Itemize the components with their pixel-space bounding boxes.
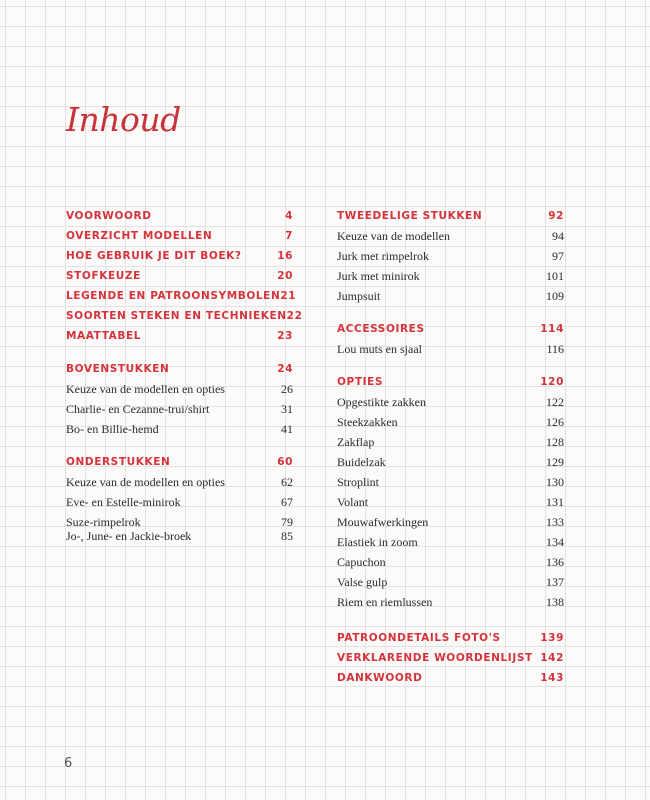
toc-entry[interactable] xyxy=(66,529,293,543)
toc-entry-label: Steekzakken xyxy=(337,415,398,429)
toc-page-number: 41 xyxy=(281,422,293,436)
toc-page-number: 122 xyxy=(546,395,564,409)
toc-entry-label: Stroplint xyxy=(337,475,380,489)
toc-entry[interactable] xyxy=(337,266,564,286)
toc-heading[interactable] xyxy=(337,668,564,688)
toc-page-number: 4 xyxy=(285,210,293,222)
toc-entry[interactable] xyxy=(66,399,293,419)
toc-page-number: 126 xyxy=(546,415,564,429)
section-spacer xyxy=(337,306,564,319)
toc-entry-label: Zakflap xyxy=(337,435,375,449)
toc-page-number: 85 xyxy=(281,529,293,543)
toc-heading-label: HOE GEBRUIK JE DIT BOEK? xyxy=(66,250,242,262)
toc-page-number: 130 xyxy=(546,475,564,489)
toc-entry-label: Elastiek in zoom xyxy=(337,535,418,549)
page-title: Inhoud xyxy=(66,100,181,139)
toc-heading[interactable] xyxy=(66,266,293,286)
toc-section-heading-tweedelige[interactable] xyxy=(337,206,564,226)
toc-section-heading-onderstukken[interactable] xyxy=(66,452,293,472)
toc-page-number: 97 xyxy=(552,249,564,263)
toc-entry-label: Valse gulp xyxy=(337,575,388,589)
toc-page-number: 62 xyxy=(281,475,293,489)
toc-entry[interactable] xyxy=(337,412,564,432)
toc-entry-label: Jurk met rimpelrok xyxy=(337,249,429,263)
toc-heading[interactable] xyxy=(337,648,564,668)
toc-heading-label: OVERZICHT MODELLEN xyxy=(66,230,213,242)
section-spacer xyxy=(66,439,293,452)
toc-entry-label: Opgestikte zakken xyxy=(337,395,426,409)
toc-entry-label: Jurk met minirok xyxy=(337,269,420,283)
toc-page-number: 22 xyxy=(286,310,303,322)
toc-entry-label: Jo-, June- en Jackie-broek xyxy=(66,529,192,543)
toc-left-column xyxy=(66,206,303,543)
toc-heading[interactable] xyxy=(66,226,293,246)
toc-entry-label: Lou muts en sjaal xyxy=(337,342,422,356)
toc-entry-label: Eve- en Estelle-minirok xyxy=(66,495,181,509)
toc-entry[interactable] xyxy=(337,432,564,452)
toc-page-number: 143 xyxy=(540,672,564,684)
toc-right-column xyxy=(337,206,564,688)
toc-heading-label: TWEEDELIGE STUKKEN xyxy=(337,210,483,222)
toc-entry-label: Mouwafwerkingen xyxy=(337,515,429,529)
toc-page-number: 79 xyxy=(281,515,293,529)
toc-entry[interactable] xyxy=(337,552,564,572)
toc-page-number: 114 xyxy=(540,323,564,335)
toc-page-number: 139 xyxy=(540,632,564,644)
toc-heading[interactable] xyxy=(66,206,293,226)
toc-page-number: 31 xyxy=(281,402,293,416)
toc-heading-label: MAATTABEL xyxy=(66,330,142,342)
toc-heading-label: ONDERSTUKKEN xyxy=(66,456,171,468)
toc-section-heading-accessoires[interactable] xyxy=(337,319,564,339)
toc-entry[interactable] xyxy=(337,512,564,532)
toc-heading-label: OPTIES xyxy=(337,376,384,388)
toc-entry-label: Charlie- en Cezanne-trui/shirt xyxy=(66,402,210,416)
toc-heading-label: STOFKEUZE xyxy=(66,270,141,282)
toc-entry-label: Buidelzak xyxy=(337,455,386,469)
toc-heading-label: PATROONDETAILS FOTO'S xyxy=(337,632,501,644)
toc-entry[interactable] xyxy=(337,532,564,552)
toc-entry-label: Suze-rimpelrok xyxy=(66,515,141,529)
toc-entry[interactable] xyxy=(337,572,564,592)
toc-page-number: 20 xyxy=(277,270,293,282)
toc-page-number: 116 xyxy=(546,342,564,356)
toc-heading-label: VERKLARENDE WOORDENLIJST xyxy=(337,652,533,664)
toc-entry-label: Capuchon xyxy=(337,555,386,569)
toc-page-number: 26 xyxy=(281,382,293,396)
toc-entry-label: Riem en riemlussen xyxy=(337,595,433,609)
toc-entry-label: Bo- en Billie-hemd xyxy=(66,422,159,436)
toc-page-number: 7 xyxy=(285,230,293,242)
toc-page-number: 109 xyxy=(546,289,564,303)
page-number: 6 xyxy=(64,756,73,771)
toc-entry[interactable] xyxy=(337,246,564,266)
toc-heading-label: SOORTEN STEKEN EN TECHNIEKEN xyxy=(66,310,287,322)
toc-page-number: 16 xyxy=(277,250,293,262)
toc-entry[interactable] xyxy=(66,492,293,512)
toc-entry[interactable] xyxy=(337,286,564,306)
toc-heading[interactable] xyxy=(66,286,297,306)
toc-entry-label: Keuze van de modellen xyxy=(337,229,450,243)
section-spacer xyxy=(337,359,564,372)
toc-page-number: 134 xyxy=(546,535,564,549)
toc-heading-label: BOVENSTUKKEN xyxy=(66,363,170,375)
toc-page-number: 24 xyxy=(277,363,293,375)
toc-section-heading-opties[interactable] xyxy=(337,372,564,392)
toc-entry[interactable] xyxy=(337,226,564,246)
toc-entry[interactable] xyxy=(337,392,564,412)
toc-heading-label: LEGENDE EN PATROONSYMBOLEN xyxy=(66,290,281,302)
toc-page-number: 131 xyxy=(546,495,564,509)
section-spacer xyxy=(337,612,564,628)
toc-section-heading-bovenstukken[interactable] xyxy=(66,359,293,379)
toc-entry[interactable] xyxy=(337,472,564,492)
toc-heading[interactable] xyxy=(66,326,293,346)
toc-heading[interactable] xyxy=(66,246,293,266)
toc-entry[interactable] xyxy=(337,452,564,472)
toc-entry-label: Jumpsuit xyxy=(337,289,381,303)
toc-page-number: 120 xyxy=(540,376,564,388)
toc-page-number: 138 xyxy=(546,595,564,609)
toc-heading-label: VOORWOORD xyxy=(66,210,152,222)
toc-page-number: 133 xyxy=(546,515,564,529)
toc-page-number: 136 xyxy=(546,555,564,569)
toc-entry-label: Keuze van de modellen en opties xyxy=(66,475,225,489)
toc-page-number: 60 xyxy=(277,456,293,468)
toc-entry-label: Keuze van de modellen en opties xyxy=(66,382,225,396)
toc-page-number: 23 xyxy=(277,330,293,342)
toc-page-number: 94 xyxy=(552,229,564,243)
toc-entry[interactable] xyxy=(337,592,564,612)
toc-page-number: 21 xyxy=(280,290,297,302)
toc-entry-label: Volant xyxy=(337,495,369,509)
toc-page-number: 92 xyxy=(548,210,564,222)
toc-page-number: 129 xyxy=(546,455,564,469)
toc-heading-label: ACCESSOIRES xyxy=(337,323,425,335)
toc-page-number: 137 xyxy=(546,575,564,589)
toc-page-number: 101 xyxy=(546,269,564,283)
toc-entry[interactable] xyxy=(337,339,564,359)
toc-heading[interactable] xyxy=(337,628,564,648)
toc-entry[interactable] xyxy=(66,472,293,492)
toc-entry[interactable] xyxy=(337,492,564,512)
toc-page-number: 128 xyxy=(546,435,564,449)
toc-entry[interactable] xyxy=(66,419,293,439)
toc-entry[interactable] xyxy=(66,379,293,399)
toc-page-number: 142 xyxy=(540,652,564,664)
toc-heading-label: DANKWOORD xyxy=(337,672,423,684)
toc-heading[interactable] xyxy=(66,306,303,326)
section-spacer xyxy=(66,346,293,359)
toc-page-number: 67 xyxy=(281,495,293,509)
